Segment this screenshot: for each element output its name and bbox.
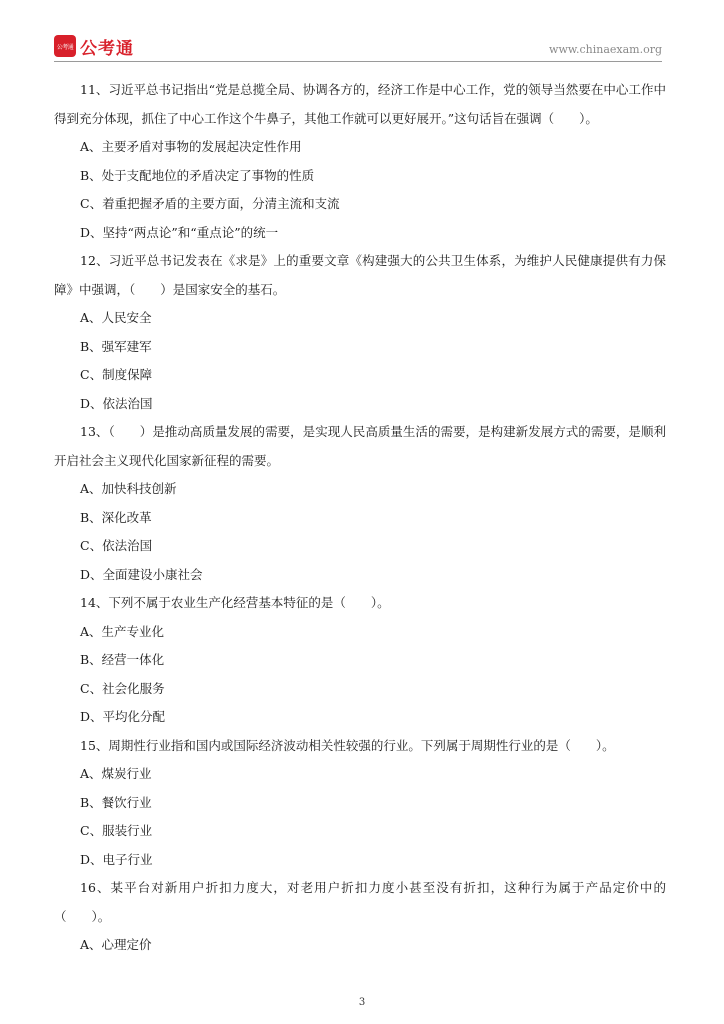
option-c: C、社会化服务 xyxy=(80,680,165,696)
option-a: A、煤炭行业 xyxy=(80,766,152,781)
option-d: D、全面建设小康社会 xyxy=(80,566,203,582)
option-d: D、平均化分配 xyxy=(80,709,166,724)
option-d: D、电子行业 xyxy=(80,851,153,867)
option-a: A、生产专业化 xyxy=(80,623,165,639)
question-text: 15、周期性行业指和国内或国际经济波动相关性较强的行业。下列属于周期性行业的是（ ）。 xyxy=(80,737,615,753)
question-text: 13、（ ）是推动高质量发展的需要，是实现人民高质量生活的需要，是构建新发展方式的需要，是顺利开启社会主义现代化国家新征程的需要。 xyxy=(54,424,666,468)
option-d: D、坚持“两点论”和“重点论”的统一 xyxy=(80,224,279,240)
site-url: www.chinaexam.org xyxy=(549,43,662,56)
logo-text: 公考通 xyxy=(80,38,134,59)
option-b: B、强军建军 xyxy=(80,338,152,354)
option-b: B、处于支配地位的矛盾决定了事物的性质 xyxy=(80,167,315,183)
option-c: C、着重把握矛盾的主要方面，分清主流和支流 xyxy=(80,196,340,211)
question-text: 16、某平台对新用户折扣力度大，对老用户折扣力度小甚至没有折扣，这种行为属于产品定价中的（ ）。 xyxy=(54,880,666,924)
option-a: A、心理定价 xyxy=(80,937,152,952)
page-number: 3 xyxy=(358,997,366,1008)
question-list xyxy=(54,76,666,960)
question-14 xyxy=(54,589,666,732)
logo xyxy=(54,34,134,58)
option-d: D、依法治国 xyxy=(80,395,153,411)
question-15 xyxy=(54,732,666,875)
option-a: A、人民安全 xyxy=(80,310,152,325)
option-a: A、主要矛盾对事物的发展起决定性作用 xyxy=(80,139,302,154)
logo-badge: 公考通 xyxy=(54,35,76,57)
question-12 xyxy=(54,247,666,418)
question-text: 12、习近平总书记发表在《求是》上的重要文章《构建强大的公共卫生体系，为维护人民健康提供有力保障》中强调，（ ）是国家安全的基石。 xyxy=(54,253,666,297)
question-text: 14、下列不属于农业生产化经营基本特征的是（ ）。 xyxy=(80,595,390,610)
option-b: B、餐饮行业 xyxy=(80,794,152,810)
option-a: A、加快科技创新 xyxy=(80,481,177,496)
question-13 xyxy=(54,418,666,589)
question-16 xyxy=(54,874,666,960)
page-header xyxy=(54,34,662,62)
option-c: C、服装行业 xyxy=(80,823,153,838)
option-c: C、制度保障 xyxy=(80,367,153,382)
option-b: B、经营一体化 xyxy=(80,652,165,667)
question-11 xyxy=(54,76,666,247)
question-text: 11、习近平总书记指出“党是总揽全局、协调各方的，经济工作是中心工作，党的领导当然要在中心工作中得到充分体现，抓住了中心工作这个牛鼻子，其他工作就可以更好展开。”这句话旨在强调（ ）。 xyxy=(54,82,666,126)
header-divider xyxy=(54,61,662,62)
option-c: C、依法治国 xyxy=(80,538,153,553)
option-b: B、深化改革 xyxy=(80,509,152,525)
